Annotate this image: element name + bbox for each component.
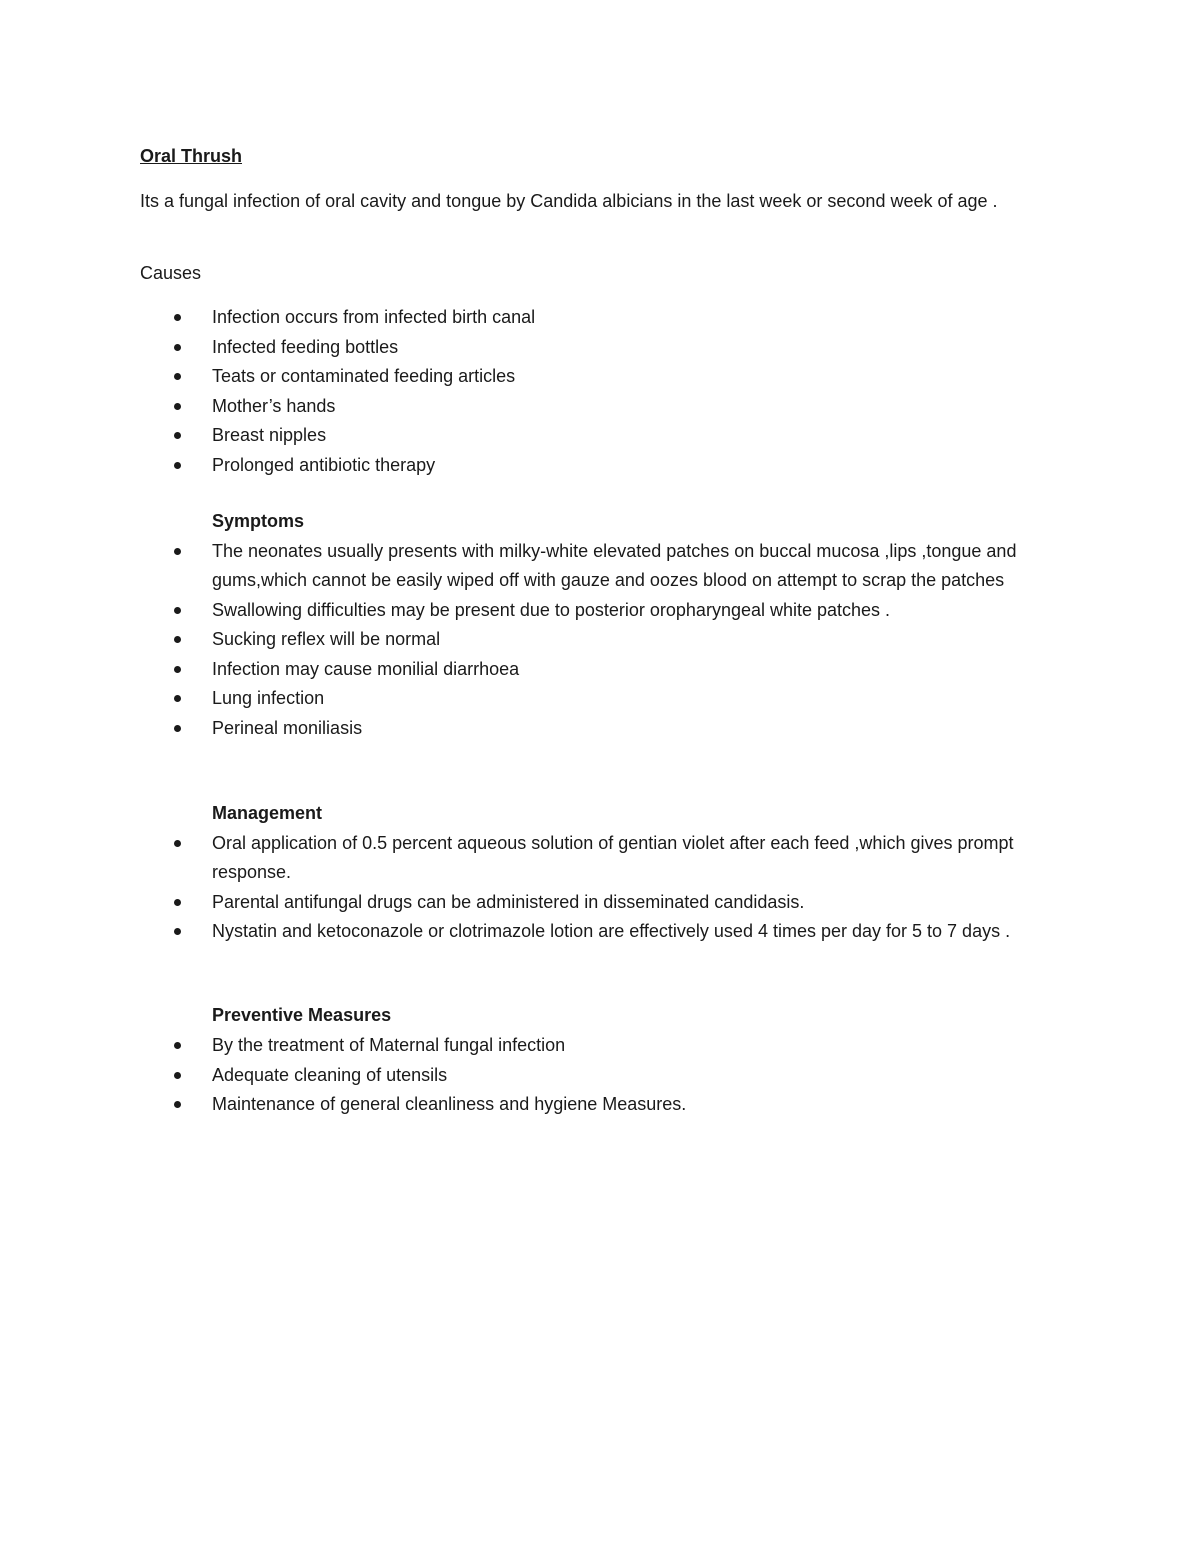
list-item-text: Breast nipples <box>212 425 327 445</box>
bullet-icon <box>174 462 181 469</box>
symptoms-heading: Symptoms <box>212 511 305 531</box>
prevention-heading: Preventive Measures <box>212 1005 392 1025</box>
bullet-icon <box>174 636 181 643</box>
list-item <box>0 1031 1042 1060</box>
list-item <box>0 684 1042 713</box>
list-item <box>0 362 1042 391</box>
list-item-text: The neonates usually presents with milky-white elevated patches on buccal mucosa ,lips ,tongue and gums,which cannot be easily wiped off with gauze and oozes blood on attempt to scrap the patches <box>212 541 1017 590</box>
list-item-text: Nystatin and ketoconazole or clotrimazole lotion are effectively used 4 times per day for 5 to 7 days . <box>212 921 1011 941</box>
document-title: Oral Thrush <box>140 146 243 166</box>
list-item <box>0 655 1042 684</box>
list-item-text: Infection may cause monilial diarrhoea <box>212 658 520 679</box>
prevention-list <box>0 1031 1042 1120</box>
bullet-icon <box>174 1101 181 1108</box>
bullet-icon <box>174 1072 181 1079</box>
list-item <box>0 917 1042 946</box>
list-item-text: Mother’s hands <box>212 395 336 416</box>
bullet-icon <box>174 899 181 906</box>
list-item-text: Lung infection <box>212 688 325 708</box>
bullet-icon <box>174 666 181 673</box>
list-item <box>0 451 1042 480</box>
list-item-text: By the treatment of Maternal fungal infection <box>212 1035 566 1055</box>
bullet-icon <box>174 725 181 732</box>
list-item-text: Maintenance of general cleanliness and hygiene Measures. <box>212 1094 687 1114</box>
symptoms-list <box>0 537 1042 743</box>
list-item-text: Sucking reflex will be normal <box>212 629 441 649</box>
list-item <box>0 1090 1042 1119</box>
list-item-text: Prolonged antibiotic therapy <box>212 454 436 475</box>
list-item-text: Parental antifungal drugs can be administered in disseminated candidasis. <box>212 891 805 912</box>
causes-list <box>0 303 1042 480</box>
list-item-text: Teats or contaminated feeding articles <box>212 366 516 386</box>
causes-heading: Causes <box>140 263 202 283</box>
list-item <box>0 714 1042 743</box>
list-item <box>0 392 1042 421</box>
list-item <box>0 625 1042 654</box>
list-item <box>0 537 1042 595</box>
bullet-icon <box>174 314 181 321</box>
list-item <box>0 829 1042 887</box>
list-item-text: Swallowing difficulties may be present due to posterior oropharyngeal white patches . <box>212 599 891 620</box>
management-heading: Management <box>212 803 323 823</box>
bullet-icon <box>174 695 181 702</box>
management-list <box>0 829 1042 947</box>
list-item-text: Perineal moniliasis <box>212 717 363 738</box>
list-item-text: Infection occurs from infected birth canal <box>212 307 536 327</box>
list-item-text: Adequate cleaning of utensils <box>212 1064 448 1085</box>
bullet-icon <box>174 344 181 351</box>
list-item <box>0 333 1042 362</box>
bullet-icon <box>174 928 181 935</box>
bullet-icon <box>174 548 181 555</box>
list-item <box>0 303 1042 332</box>
bullet-icon <box>174 1042 181 1049</box>
bullet-icon <box>174 432 181 439</box>
list-item <box>0 1061 1042 1090</box>
list-item-text: Infected feeding bottles <box>212 336 399 357</box>
list-item <box>0 888 1042 917</box>
intro-paragraph: Its a fungal infection of oral cavity and tongue by Candida albicians in the last week or second week of age . <box>140 191 998 211</box>
list-item <box>0 596 1042 625</box>
bullet-icon <box>174 403 181 410</box>
bullet-icon <box>174 607 181 614</box>
list-item <box>0 421 1042 450</box>
list-item-text: Oral application of 0.5 percent aqueous solution of gentian violet after each feed ,which gives prompt response. <box>212 833 1014 882</box>
bullet-icon <box>174 840 181 847</box>
bullet-icon <box>174 373 181 380</box>
